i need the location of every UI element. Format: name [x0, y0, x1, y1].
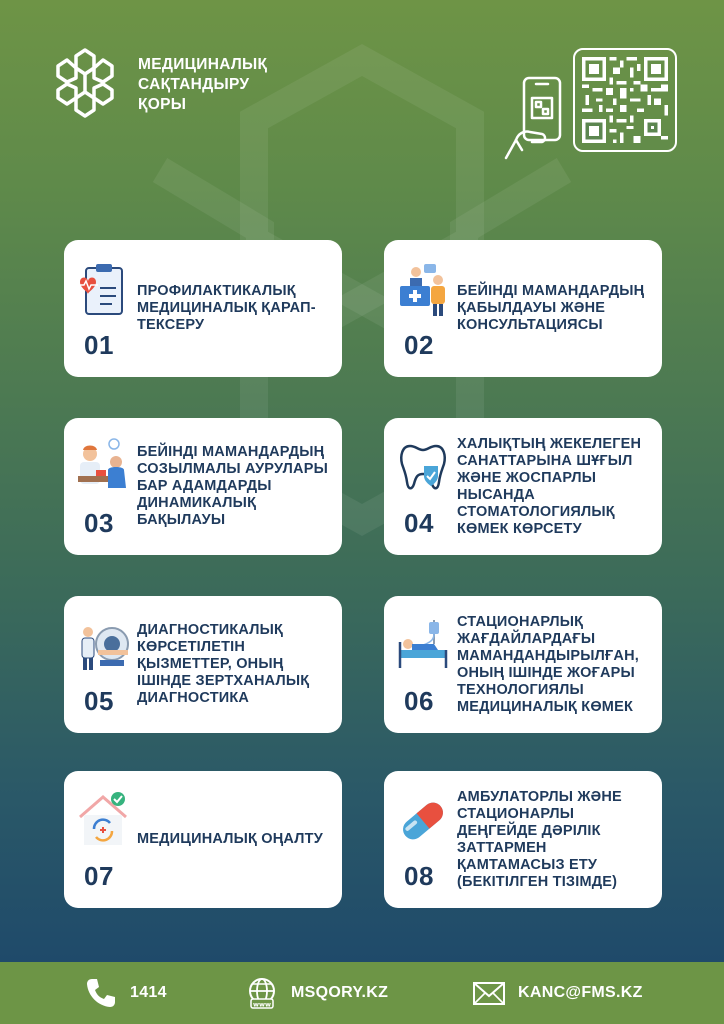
footer-phone[interactable] — [84, 962, 167, 1024]
org-name-line-3: ҚОРЫ — [138, 96, 187, 113]
service-text: АМБУЛАТОРЛЫ ЖӘНЕ СТАЦИОНАРЛЫ ДЕҢГЕЙДЕ ДӘРІЛІК ЗАТТАРМЕН ҚАМТАМАСЫЗ ЕТУ (БЕКІТІЛГЕН ТІЗІМДЕ) — [457, 788, 622, 890]
service-number: 03 — [84, 508, 114, 538]
service-number: 01 — [84, 330, 114, 360]
service-number: 05 — [84, 686, 114, 716]
snowflake-logo-icon — [50, 46, 120, 120]
phone-scan-icon — [502, 74, 572, 164]
website-url: MSQORY.KZ — [291, 984, 389, 1001]
organization-name — [138, 55, 338, 115]
mri-scanner-icon — [74, 614, 132, 676]
qr-code-icon[interactable] — [573, 48, 677, 152]
service-text: МЕДИЦИНАЛЫҚ ОҢАЛТУ — [137, 831, 323, 847]
service-card-08 — [384, 771, 662, 908]
hospital-bed-icon — [394, 614, 452, 676]
service-text: ДИАГНОСТИКАЛЫҚ КӨРСЕТІЛЕТІН ҚЫЗМЕТТЕР, ОНЫҢ ІШІНДЕ ЗЕРТХАНАЛЫҚ ДИАГНОСТИКА — [137, 622, 310, 706]
service-card-04 — [384, 418, 662, 555]
service-text: ХАЛЫҚТЫҢ ЖЕКЕЛЕГЕН САНАТТАРЫНА ШҰҒЫЛ ЖӘНЕ ЖОСПАРЛЫ НЫСАНДА СТОМАТОЛОГИЯЛЫҚ КӨМЕК КӨРСЕТУ — [457, 435, 642, 537]
header — [0, 0, 724, 200]
footer-website[interactable] — [245, 962, 388, 1024]
service-text: ПРОФИЛАКТИКАЛЫҚ МЕДИЦИНАЛЫҚ ҚАРАП-ТЕКСЕРУ — [137, 283, 316, 333]
globe-www-icon — [245, 976, 279, 1010]
service-number: 04 — [404, 508, 434, 538]
envelope-icon — [472, 976, 506, 1010]
service-card-03 — [64, 418, 342, 555]
clipboard-heart-icon — [74, 258, 132, 320]
doctor-reception-icon — [394, 258, 452, 320]
footer-email[interactable] — [472, 962, 643, 1024]
service-number: 07 — [84, 861, 114, 891]
rehab-house-icon — [74, 789, 132, 851]
service-number: 06 — [404, 686, 434, 716]
service-number: 08 — [404, 861, 434, 891]
service-number: 02 — [404, 330, 434, 360]
service-card-05 — [64, 596, 342, 733]
service-card-01 — [64, 240, 342, 377]
tooth-icon — [394, 436, 452, 498]
service-text: БЕЙІНДІ МАМАНДАРДЫҢ ҚАБЫЛДАУЫ ЖӘНЕ КОНСУЛЬТАЦИЯСЫ — [457, 283, 645, 333]
phone-number: 1414 — [130, 984, 167, 1001]
service-card-02 — [384, 240, 662, 377]
service-text: БЕЙІНДІ МАМАНДАРДЫҢ СОЗЫЛМАЛЫ АУРУЛАРЫ БАР АДАМДАРДЫ ДИНАМИКАЛЫҚ БАҚЫЛАУЫ — [137, 444, 328, 528]
pill-capsule-icon — [394, 789, 452, 851]
org-name-line-2: САҚТАНДЫРУ — [138, 76, 250, 93]
phone-icon — [84, 976, 118, 1010]
svg-text:www: www — [252, 1000, 272, 1009]
service-card-06 — [384, 596, 662, 733]
org-name-line-1: МЕДИЦИНАЛЫҚ — [138, 56, 268, 73]
email-address: KANC@FMS.KZ — [518, 984, 643, 1001]
service-card-07 — [64, 771, 342, 908]
doctor-patient-icon — [74, 436, 132, 498]
service-text: СТАЦИОНАРЛЫҚ ЖАҒДАЙЛАРДАҒЫ МАМАНДАНДЫРЫЛҒАН, ОНЫҢ ІШІНДЕ ЖОҒАРЫ ТЕХНОЛОГИЯЛЫ МЕДИЦИНАЛЫҚ КӨМЕК — [457, 613, 640, 715]
footer — [0, 962, 724, 1024]
